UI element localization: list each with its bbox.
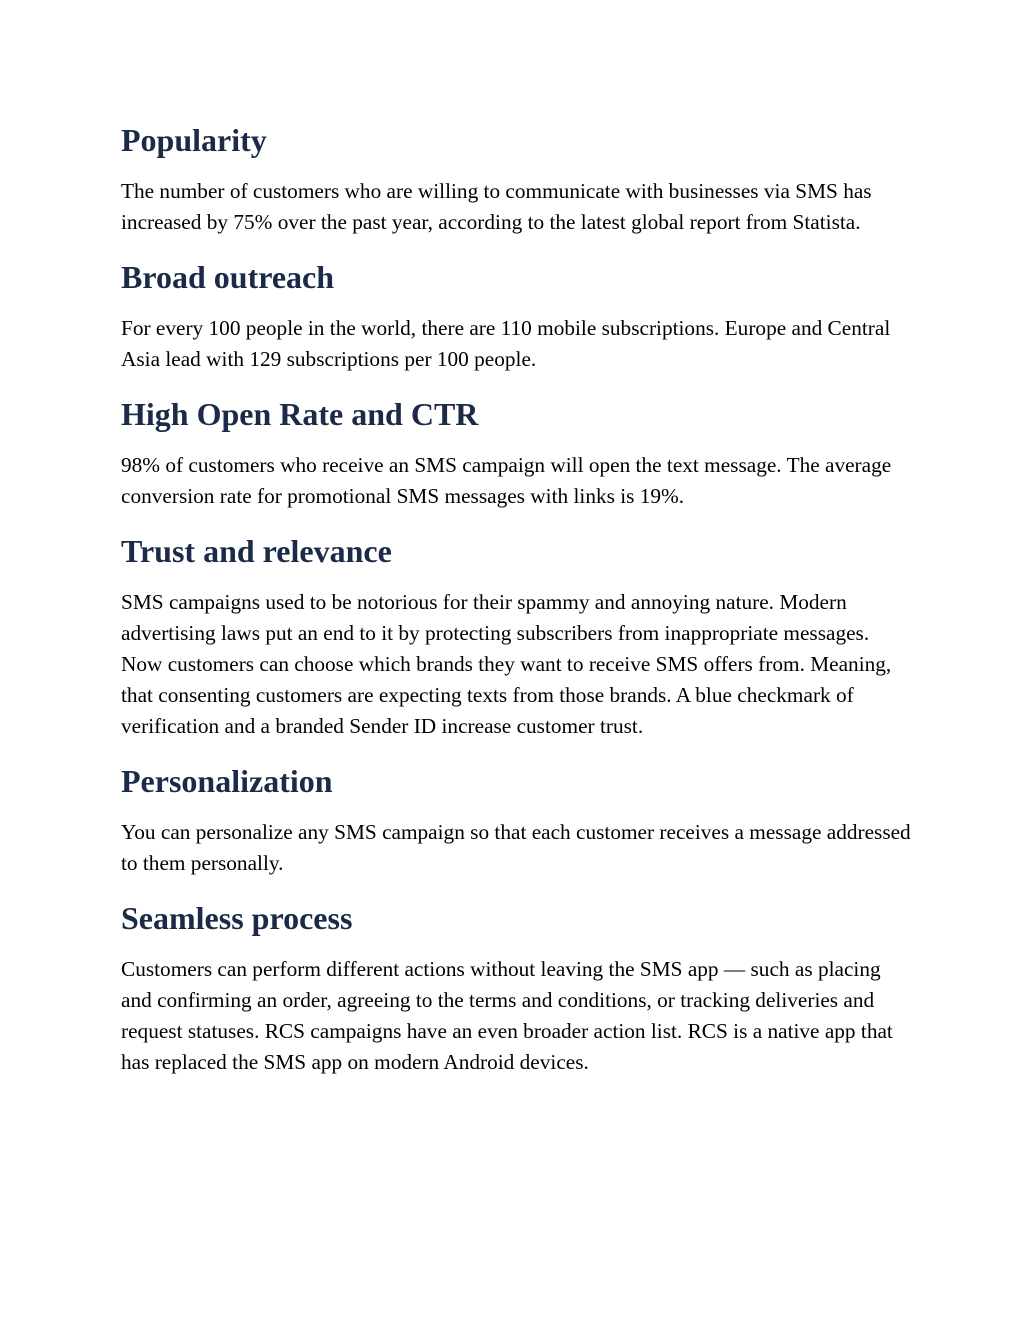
section-heading: Personalization: [121, 763, 333, 799]
section-heading: Broad outreach: [121, 259, 335, 295]
section-heading: Trust and relevance: [121, 533, 392, 569]
section-paragraph: For every 100 people in the world, there are 110 mobile subscriptions. Europe and Central Asia lead with 129 subscriptions per 100 people.: [121, 316, 891, 371]
section-paragraph: You can personalize any SMS campaign so that each customer receives a message addressed to them personally.: [121, 820, 911, 875]
section-high-open-rate: [121, 392, 911, 512]
section-heading: High Open Rate and CTR: [121, 396, 479, 432]
section-paragraph: 98% of customers who receive an SMS campaign will open the text message. The average conversion rate for promotional SMS messages with links is 19%.: [121, 453, 892, 508]
document-page: [121, 118, 911, 1095]
section-personalization: [121, 759, 911, 879]
section-paragraph: Customers can perform different actions without leaving the SMS app — such as placing and confirming an order, agreeing to the terms and conditions, or tracking deliveries and request statuses. RCS campaigns have an even broader action list. RCS is a native app that has replaced the SMS app on modern Android devices.: [121, 957, 893, 1074]
section-popularity: [121, 118, 911, 238]
section-broad-outreach: [121, 255, 911, 375]
section-trust-and-relevance: [121, 529, 911, 742]
section-heading: Seamless process: [121, 900, 353, 936]
section-paragraph: The number of customers who are willing to communicate with businesses via SMS has increased by 75% over the past year, according to the latest global report from Statista.: [121, 179, 872, 234]
section-heading: Popularity: [121, 122, 267, 158]
section-seamless-process: [121, 896, 911, 1078]
section-paragraph: SMS campaigns used to be notorious for their spammy and annoying nature. Modern advertising laws put an end to it by protecting subscribers from inappropriate messages. Now customers can choose which brands they want to receive SMS offers from. Meaning, that consenting customers are expecting texts from those brands. A blue checkmark of verification and a branded Sender ID increase customer trust.: [121, 590, 892, 738]
